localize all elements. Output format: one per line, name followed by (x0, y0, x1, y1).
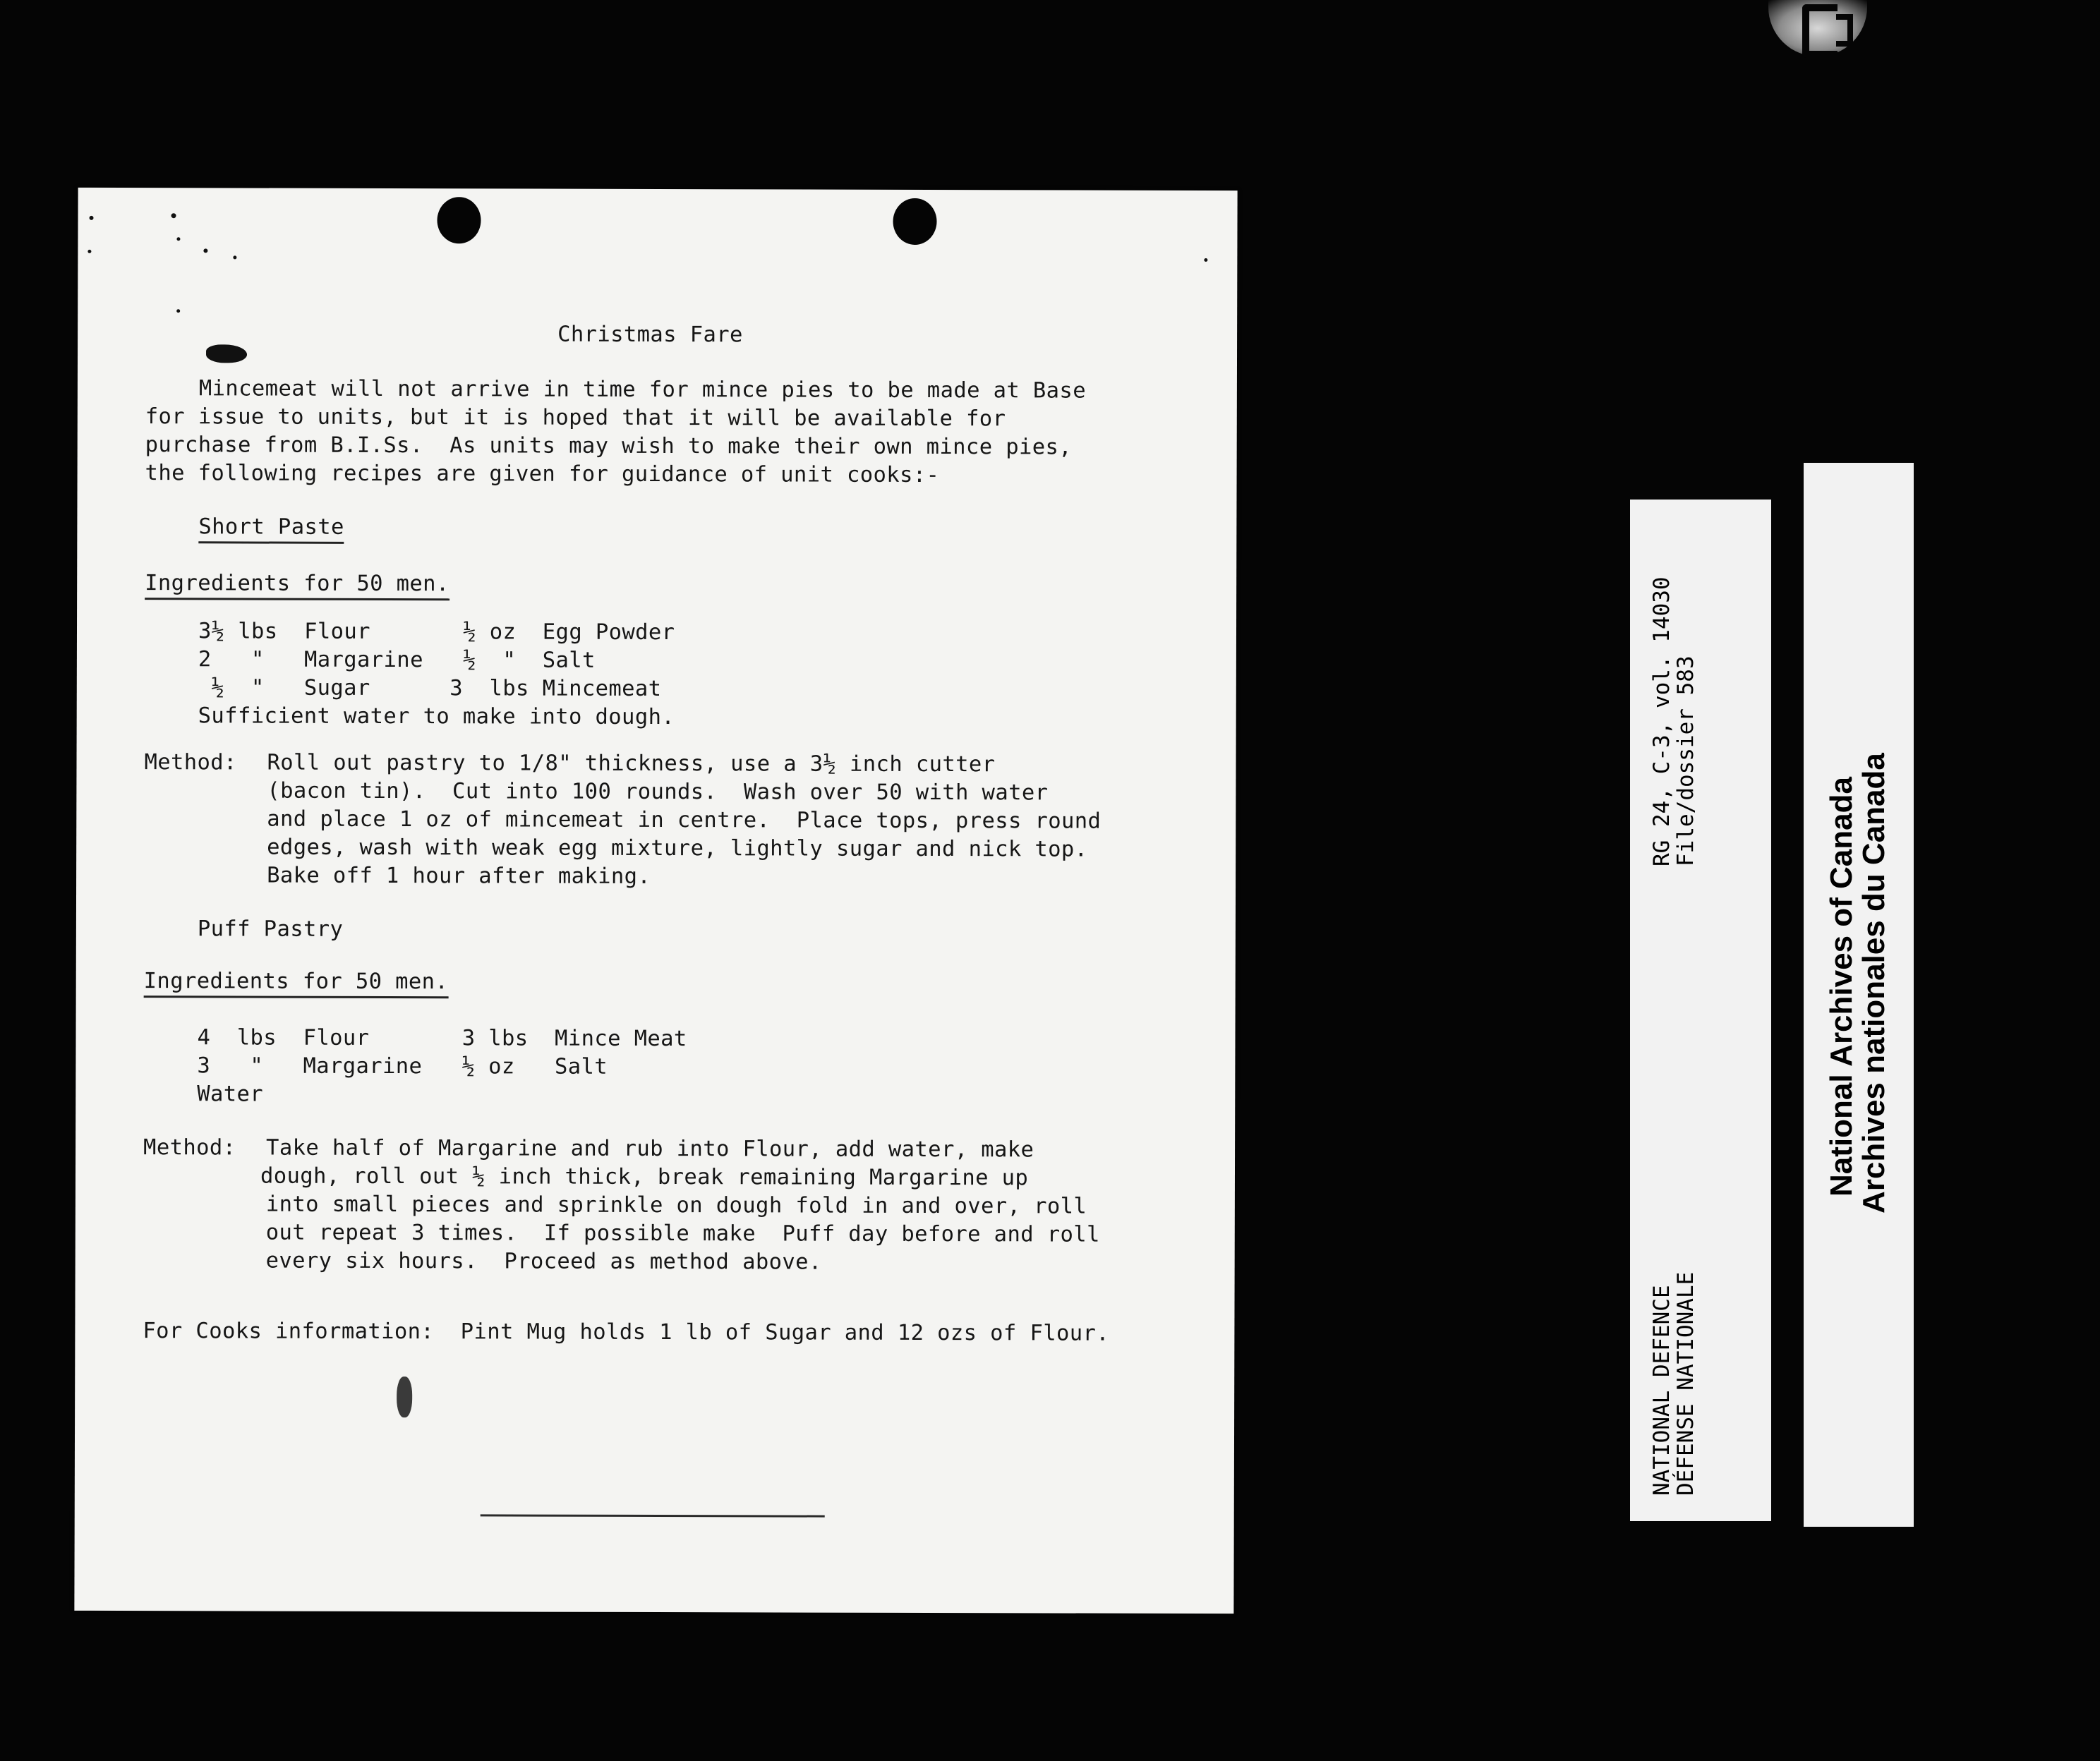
short-paste-method-line: and place 1 oz of mincemeat in centre. Place tops, press round (267, 806, 1102, 834)
puff-pastry-heading: Puff Pastry (197, 916, 344, 942)
puff-pastry-method-line: dough, roll out ½ inch thick, break remaining Margarine up (260, 1163, 1029, 1191)
reference-line: File/dossier 583 (1673, 655, 1698, 866)
intro-line: purchase from B.I.Ss. As units may wish to make their own mince pies, (145, 432, 1073, 460)
short-paste-heading: Short Paste (198, 516, 344, 543)
puff-pastry-method-line: every six hours. Proceed as method above. (265, 1248, 822, 1275)
ink-speck-icon (176, 309, 180, 313)
puff-pastry-method-line: into small pieces and sprinkle on dough fold in and over, roll (265, 1192, 1087, 1219)
punch-hole-icon (437, 197, 481, 243)
ink-speck-icon (203, 248, 207, 253)
ink-speck-icon (1204, 258, 1207, 262)
ink-speck-icon (171, 213, 176, 218)
puff-pastry-ingredient-line: 3 " Margarine ½ oz Salt (197, 1053, 608, 1079)
archives-canada-label (1804, 463, 1914, 1527)
reference-line: RG 24, C-3, vol. 14030 (1649, 576, 1674, 866)
corner-glyph-icon (1836, 14, 1853, 47)
puff-pastry-ingredient-line: 4 lbs Flour 3 lbs Mince Meat (197, 1025, 687, 1052)
ink-speck-icon (88, 250, 91, 253)
ink-speck-icon (233, 255, 236, 259)
archive-reference-label (1630, 500, 1771, 1521)
short-paste-method-line: edges, wash with weak egg mixture, lightly sugar and nick top. (267, 835, 1088, 862)
label-shadow (1771, 500, 1802, 1521)
corner-glyph-icon (1802, 4, 1838, 58)
puff-pastry-method-label: Method: (143, 1135, 236, 1161)
short-paste-ingredient-line: 3½ lbs Flour ½ oz Egg Powder (198, 619, 675, 646)
puff-pastry-ingredients-heading: Ingredients for 50 men. (144, 971, 449, 998)
frame-corner-mark-icon (1768, 0, 1867, 56)
punch-hole-icon (893, 198, 936, 245)
closing-rule (481, 1514, 825, 1517)
ink-blot-icon (206, 344, 247, 363)
short-paste-ingredient-line: Sufficient water to make into dough. (198, 703, 675, 730)
archives-french-name: Archives nationales du Canada (1857, 753, 1891, 1214)
department-line: NATIONAL DEFENCE (1649, 1285, 1674, 1496)
document-title: Christmas Fare (557, 322, 743, 348)
short-paste-ingredient-line: 2 " Margarine ½ " Salt (198, 647, 596, 673)
short-paste-method-line: Bake off 1 hour after making. (267, 863, 651, 889)
archives-english-name: National Archives of Canada (1824, 777, 1859, 1197)
short-paste-method-line: (bacon tin). Cut into 100 rounds. Wash over 50 with water (267, 778, 1049, 806)
intro-line: Mincemeat will not arrive in time for mince pies to be made at Base (198, 376, 1087, 404)
short-paste-ingredients-heading: Ingredients for 50 men. (145, 573, 449, 600)
short-paste-method-line: Roll out pastry to 1/8" thickness, use a 3½ inch cutter (267, 750, 996, 777)
short-paste-method-label: Method: (144, 750, 237, 775)
ink-speck-icon (176, 237, 180, 241)
ink-speck-icon (90, 216, 94, 220)
short-paste-ingredient-line: ½ " Sugar 3 lbs Mincemeat (198, 675, 662, 702)
puff-pastry-method-line: Take half of Margarine and rub into Flour, add water, make (266, 1135, 1034, 1163)
puff-pastry-method-line: out repeat 3 times. If possible make Puff day before and roll (265, 1220, 1100, 1247)
intro-line: for issue to units, but it is hoped that it will be available for (145, 404, 1006, 432)
intro-line: the following recipes are given for guidance of unit cooks:- (145, 461, 940, 488)
puff-pastry-ingredient-line: Water (197, 1082, 264, 1107)
department-line: DÉFENSE NATIONALE (1673, 1271, 1698, 1496)
cooks-information: For Cooks information: Pint Mug holds 1 lb of Sugar and 12 ozs of Flour. (143, 1319, 1110, 1346)
ink-blot-icon (397, 1376, 412, 1417)
document-page (74, 188, 1237, 1614)
